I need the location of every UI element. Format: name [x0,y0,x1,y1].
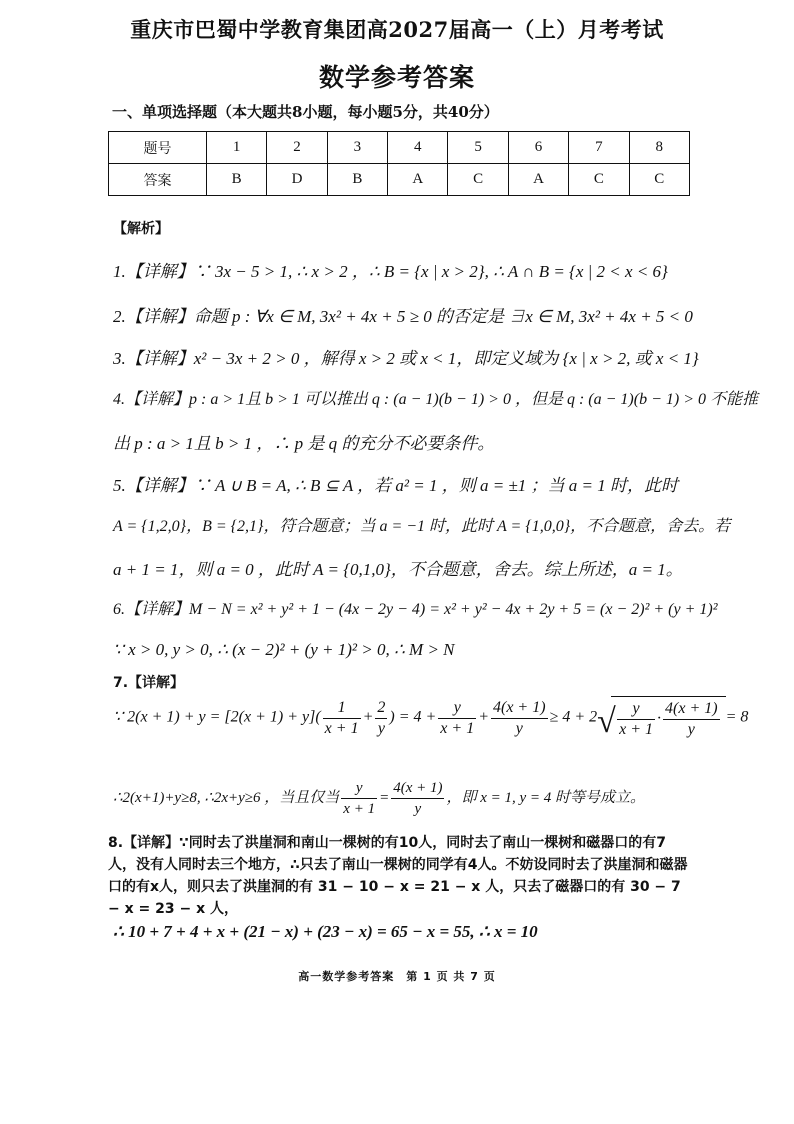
fraction [341,778,377,819]
row-label-question: 题号 [109,132,207,164]
fraction-numerator: 4(x + 1) [663,699,720,720]
question-number: 2 [267,132,327,164]
analysis-heading: 【解析】 [113,221,169,237]
fraction [663,699,720,740]
answer-cell: D [267,164,327,196]
fraction-denominator: y [687,721,695,738]
fraction-numerator: 4(x + 1) [491,698,548,719]
answer-cell: C [629,164,689,196]
question-number: 4 [388,132,448,164]
eq-text: = 8 [725,708,749,726]
eq-text: ，即 x = 1, y = 4 时等号成立。 [446,789,646,806]
solution-8-paragraph: 8.【详解】∵同时去了洪崖洞和南山一棵树的有10人，同时去了南山一棵树和磁器口的有7人，没有人同时去三个地方，∴只去了南山一棵树的同学有4人。不妨设同时去了洪崖洞和磁器口的有x人，则只去了洪崖洞的有 31 − 10 − x = 21 − x 人，只去了磁器口的有 30 − 7 − x = 23 − x 人， [108,835,688,917]
solution-5-line-1: 5.【详解】∵ A ∪ B = A, ∴ B ⊆ A ，若 a² = 1 ，则 a = ±1 ；当 a = 1 时，此时 [113,476,679,495]
fraction-denominator: y [377,719,385,737]
solution-6-line-1: 6.【详解】M − N = x² + y² + 1 − (4x − 2y − 4) = x² + y² − 4x + 2y + 5 = (x − 2)² + (y + 1)² [113,601,718,618]
fraction-numerator: y [341,778,377,799]
eq-text: + [362,708,374,726]
fraction-numerator: √ y [617,699,655,720]
eq-text: ∵ 2(x + 1) + y = [2(x + 1) + y]( [113,708,321,726]
eq-text: ) = 4 + [389,708,437,726]
solution-4-line-1: 4.【详解】p : a > 1且 b > 1 可以推出 q : (a − 1)(b − 1) > 0 ，但是 q : (a − 1)(b − 1) > 0 不能推 [113,391,758,408]
fraction-numerator: 2 [375,698,387,719]
question-number: 6 [508,132,568,164]
row-label-answer: 答案 [109,164,207,196]
answer-cell: A [388,164,448,196]
solution-1: 1.【详解】∵ 3x − 5 > 1, ∴ x > 2 ，∴ B = {x | x > 2}, ∴ A ∩ B = {x | 2 < x < 6} [113,262,668,281]
solution-3: 3.【详解】x² − 3x + 2 > 0 ，解得 x > 2 或 x < 1，即定义域为 {x | x > 2, 或 x < 1} [113,349,699,368]
fraction [438,698,476,739]
fraction-denominator: x + 1 [324,719,359,737]
fraction [491,698,548,739]
question-number: 3 [327,132,387,164]
fraction-denominator: x + 1 [343,801,376,817]
solution-4-line-2: 出 p : a > 1且 b > 1 ，∴ p 是 q 的充分不必要条件。 [113,434,495,453]
fraction [391,778,444,819]
table-row-questions [109,132,690,164]
answer-cell: A [508,164,568,196]
question-number: 7 [569,132,629,164]
fraction-numerator: y [438,698,476,719]
solution-5-line-2: A = {1,2,0}，B = {2,1}，符合题意；当 a = −1 时，此时 A = {1,0,0}，不合题意，舍去。若 [113,518,731,535]
table-row-answers [109,164,690,196]
question-number: 1 [206,132,266,164]
eq-text: = [379,789,390,806]
answer-cell: C [569,164,629,196]
page-title: 数学参考答案 [318,63,475,92]
fraction-numerator: 4(x + 1) [391,778,444,799]
solution-2: 2.【详解】命题 p : ∀x ∈ M, 3x² + 4x + 5 ≥ 0 的否定是 ∃x ∈ M, 3x² + 4x + 5 < 0 [113,307,693,326]
page-footer: 高一数学参考答案 第 1 页 共 7 页 [298,970,496,983]
question-number: 8 [629,132,689,164]
solution-8-equation: ∴ 10 + 7 + 4 + x + (21 − x) + (23 − x) = 65 − x = 55, ∴ x = 10 [113,922,538,941]
square-root [611,696,725,740]
eq-text: + [478,708,489,726]
fraction-denominator: y [515,719,523,737]
answer-cell: B [327,164,387,196]
section-heading: 一、单项选择题（本大题共8小题，每小题5分，共40分） [112,103,499,121]
answer-table [108,131,690,196]
answer-cell: B [206,164,266,196]
solution-7-equation [113,696,748,740]
solution-5-line-3: a + 1 = 1，则 a = 0 ，此时 A = {0,1,0}，不合题意，舍去。综上所述，a = 1。 [113,560,683,579]
fraction-denominator: x + 1 [440,719,475,737]
solution-7-conclusion [113,778,645,819]
fraction [323,698,361,739]
question-number: 5 [448,132,508,164]
eq-text: ∴2(x+1)+y≥8, ∴2x+y≥6 ，当且仅当 [113,789,340,806]
eq-text: ≥ 4 + 2 [549,708,598,726]
fraction-denominator: x + 1 [619,721,654,738]
dot-operator: · [657,710,662,728]
exam-title: 重庆市巴蜀中学教育集团高2027届高一（上）月考考试 [130,17,664,42]
solution-7-heading: 7.【详解】 [113,675,185,691]
answer-cell: C [448,164,508,196]
fraction-numerator: 1 [323,698,361,719]
fraction-denominator: y [414,801,422,817]
fraction [617,699,655,740]
fraction [375,698,387,739]
solution-6-line-2: ∵ x > 0, y > 0, ∴ (x − 2)² + (y + 1)² > 0, ∴ M > N [113,640,455,659]
